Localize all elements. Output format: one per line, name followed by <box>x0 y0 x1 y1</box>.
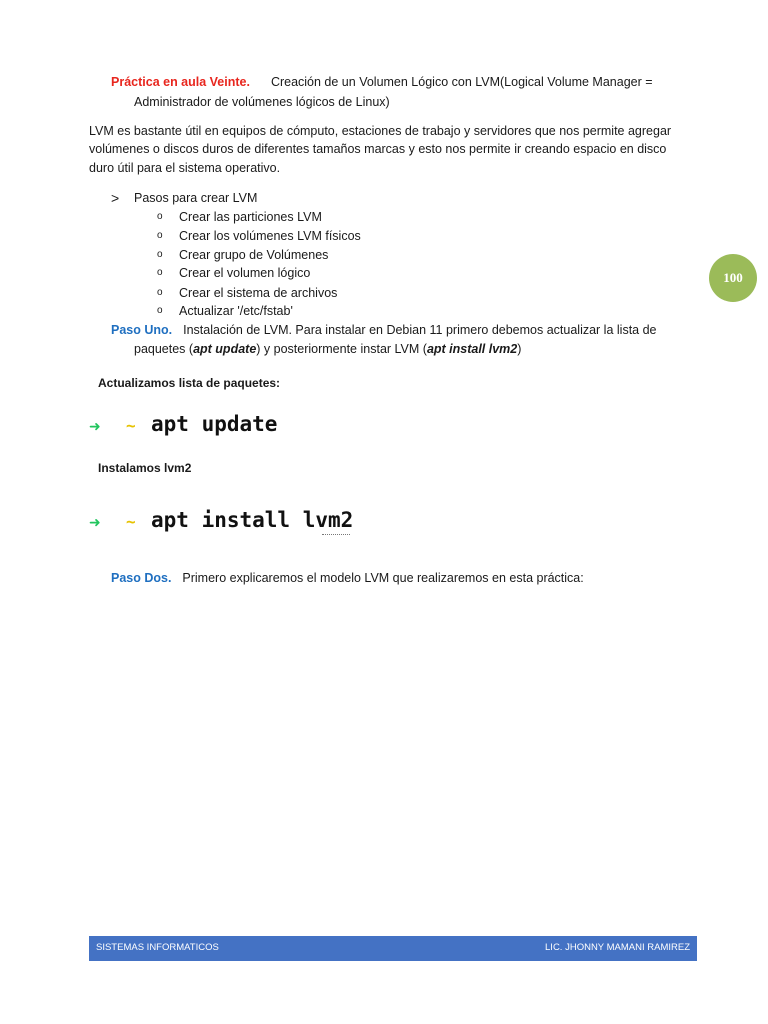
update-heading: Actualizamos lista de paquetes: <box>98 376 281 390</box>
prompt-tilde: ~ <box>126 512 136 531</box>
list-item: Actualizar '/etc/fstab' <box>179 304 293 318</box>
list-item: Crear los volúmenes LVM físicos <box>179 229 361 243</box>
circle-bullet-icon: o <box>157 249 163 260</box>
command-apt-install: apt install lvm2 <box>151 508 354 532</box>
practice-title: Creación de un Volumen Lógico con LVM(Logical Volume Manager = <box>270 75 653 89</box>
practice-header <box>111 74 653 90</box>
list-item: Crear el volumen lógico <box>179 266 311 280</box>
steps-heading: Pasos para crear LVM <box>134 191 258 205</box>
page-footer <box>89 936 697 961</box>
paso-dos-text: Primero explicaremos el modelo LVM que realizaremos en esta práctica: <box>182 571 584 585</box>
prompt-tilde: ~ <box>126 416 136 435</box>
intro-line-1: LVM es bastante útil en equipos de cómputo, estaciones de trabajo y servidores que nos permite agregar <box>89 124 672 138</box>
paso-uno-text-part: ) y posteriormente instar LVM ( <box>256 342 427 356</box>
practice-title-cont: Administrador de volúmenes lógicos de Linux) <box>134 95 390 109</box>
paso-uno-line-1 <box>111 322 657 338</box>
list-item: Crear el sistema de archivos <box>179 286 338 300</box>
apt-install-inline: apt install lvm2 <box>426 342 518 356</box>
apt-update-inline: apt update <box>193 342 257 356</box>
circle-bullet-icon: o <box>157 267 163 278</box>
bullet-arrow-icon: > <box>111 190 120 206</box>
circle-bullet-icon: o <box>157 230 163 241</box>
paso-uno-text-part: paquetes ( <box>134 342 194 356</box>
paso-uno-label: Paso Uno. <box>111 323 173 337</box>
prompt-arrow-icon: ➜ <box>89 418 101 434</box>
practice-label: Práctica en aula Veinte. <box>111 75 250 89</box>
list-item: Crear las particiones LVM <box>179 210 322 224</box>
intro-line-2: volúmenes o discos duros de diferentes tamaños marcas y esto nos permite ir creando espacio en disco <box>89 142 667 156</box>
paso-dos-line <box>111 570 584 586</box>
install-heading: Instalamos lvm2 <box>98 461 192 475</box>
paso-uno-line-2 <box>134 341 521 357</box>
circle-bullet-icon: o <box>157 305 163 316</box>
spellcheck-underline <box>322 534 350 535</box>
paso-uno-text: Instalación de LVM. Para instalar en Debian 11 primero debemos actualizar la lista de <box>183 323 657 337</box>
intro-line-3: duro útil para el sistema operativo. <box>89 161 281 175</box>
circle-bullet-icon: o <box>157 211 163 222</box>
prompt-arrow-icon: ➜ <box>89 514 101 530</box>
command-apt-update: apt update <box>151 412 278 436</box>
paso-dos-label: Paso Dos. <box>111 571 172 585</box>
circle-bullet-icon: o <box>157 287 163 298</box>
footer-left: SISTEMAS INFORMATICOS <box>96 942 219 953</box>
page-number-badge: 100 <box>709 254 757 302</box>
paso-uno-text-part: ) <box>517 342 522 356</box>
footer-right: LIC. JHONNY MAMANI RAMIREZ <box>545 942 690 953</box>
list-item: Crear grupo de Volúmenes <box>179 248 329 262</box>
